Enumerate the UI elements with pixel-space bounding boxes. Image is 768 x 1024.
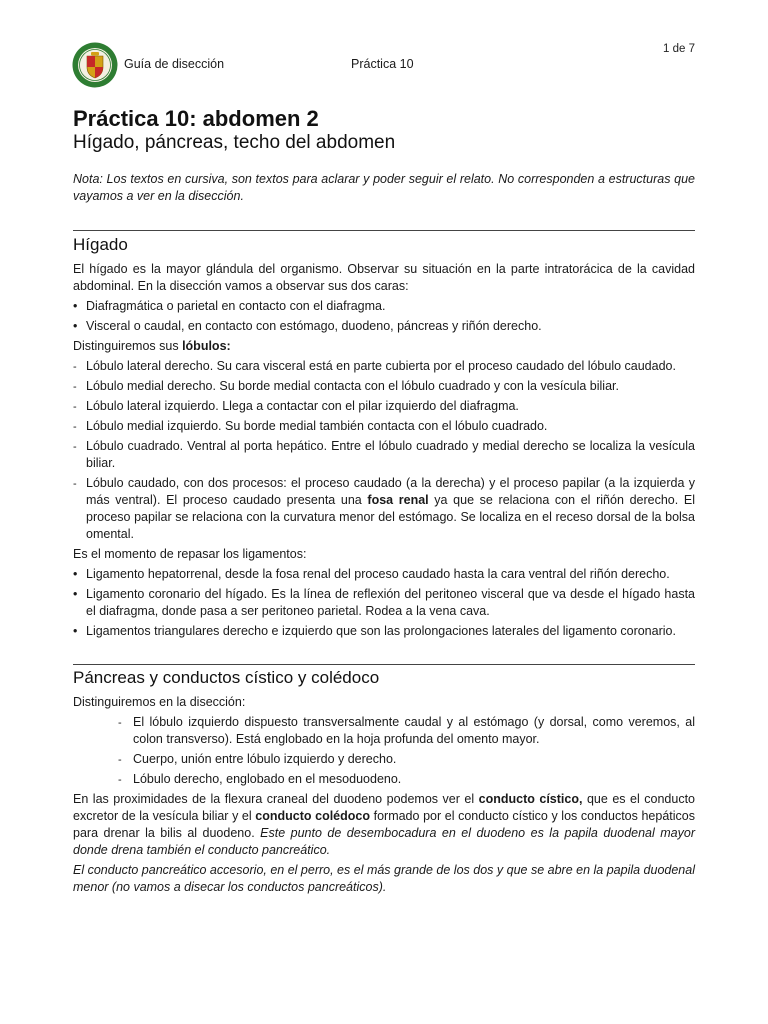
list-item: • Ligamento coronario del hígado. Es la línea de reflexión del peritoneo visceral que va desde el hígado hasta el diafragma, donde pasa a ser peritoneo parietal. Rodea a la vena cava. bbox=[73, 586, 695, 620]
section-heading-pancreas: Páncreas y conductos cístico y colédoco bbox=[73, 668, 380, 687]
dash-marker bbox=[73, 438, 85, 456]
list-item: - Lóbulo derecho, englobado en el mesoduodeno. bbox=[73, 771, 695, 788]
pancreas-intro: Distinguiremos en la disección: bbox=[73, 695, 246, 709]
lobulos-list bbox=[73, 358, 695, 543]
ligamentos-intro: Es el momento de repasar los ligamentos: bbox=[73, 547, 307, 561]
list-item: • Visceral o caudal, en contacto con estómago, duodeno, páncreas y riñón derecho. bbox=[73, 318, 695, 335]
conductos-paragraph: En las proximidades de la flexura craneal del duodeno podemos ver el conducto cístico, que es el conducto excretor de la vesícula biliar y el conducto colédoco formado por el conducto cístico y los conductos hepáticos para drenar la bilis al duodeno. Este punto de desembocadura en el duodeno es la papila duodenal mayor donde drena también el conducto pancreático. bbox=[73, 792, 695, 857]
university-seal-logo bbox=[72, 42, 118, 88]
dash-marker bbox=[73, 358, 85, 376]
accesorio-paragraph: El conducto pancreático accesorio, en el perro, es el más grande de los dos y que se abre en la papila duodenal menor (no vamos a disecar los conductos pancreáticos). bbox=[73, 863, 695, 894]
section-body-pancreas bbox=[73, 694, 695, 899]
list-item: - Lóbulo caudado, con dos procesos: el proceso caudado (a la derecha) y el proceso papilar (a la izquierda y más ventral). El proceso caudado presenta una fosa renal ya que se relaciona con el riñón derecho. El proceso papilar se relaciona con la curvatura menor del estómago. Se localiza en el receso dorsal de la bolsa omental. bbox=[73, 475, 695, 543]
pancreas-parts-list bbox=[73, 714, 695, 788]
dash-marker bbox=[73, 418, 85, 436]
list-item: • Ligamento hepatorrenal, desde la fosa renal del proceso caudado hasta la cara ventral del riñón derecho. bbox=[73, 566, 695, 583]
bullet-marker bbox=[73, 298, 85, 315]
dash-marker bbox=[118, 771, 130, 789]
caras-list bbox=[73, 298, 695, 335]
bullet-marker bbox=[73, 318, 85, 335]
list-item: - Lóbulo medial derecho. Su borde medial contacta con el lóbulo cuadrado y con la vesícula biliar. bbox=[73, 378, 695, 395]
header-guide-label: Guía de disección bbox=[124, 57, 225, 71]
page-title: Práctica 10: abdomen 2 bbox=[73, 106, 319, 131]
page-subtitle: Hígado, páncreas, techo del abdomen bbox=[73, 132, 396, 153]
list-item: - Lóbulo medial izquierdo. Su borde medial también contacta con el lóbulo cuadrado. bbox=[73, 418, 695, 435]
section-body-higado bbox=[73, 261, 695, 643]
ligamentos-list bbox=[73, 566, 695, 640]
list-item: - Cuerpo, unión entre lóbulo izquierdo y derecho. bbox=[73, 751, 695, 768]
section-divider-higado bbox=[73, 230, 695, 231]
page-number: 1 de 7 bbox=[663, 43, 695, 55]
dash-marker bbox=[73, 475, 85, 493]
higado-intro: El hígado es la mayor glándula del organismo. Observar su situación en la parte intratorácica de la cavidad abdominal. En la disección vamos a observar sus dos caras: bbox=[73, 262, 695, 293]
section-divider-pancreas bbox=[73, 664, 695, 665]
list-item: • Diafragmática o parietal en contacto con el diafragma. bbox=[73, 298, 695, 315]
dash-marker bbox=[73, 378, 85, 396]
dash-marker bbox=[73, 398, 85, 416]
bullet-marker bbox=[73, 623, 85, 640]
lobulos-intro: Distinguiremos sus lóbulos: bbox=[73, 339, 231, 353]
list-item: - El lóbulo izquierdo dispuesto transversalmente caudal y al estómago (y dorsal, como veremos, al colon transverso). Está englobado en la hoja profunda del omento mayor. bbox=[73, 714, 695, 748]
bullet-marker bbox=[73, 566, 85, 583]
section-heading-higado: Hígado bbox=[73, 235, 128, 254]
list-item: - Lóbulo lateral derecho. Su cara visceral está en parte cubierta por el proceso caudado del lóbulo caudado. bbox=[73, 358, 695, 375]
dash-marker bbox=[118, 751, 130, 769]
italic-note: Nota: Los textos en cursiva, son textos para aclarar y poder seguir el relato. No corresponden a estructuras que vayamos a ver en la disección. bbox=[73, 172, 695, 203]
list-item: - Lóbulo lateral izquierdo. Llega a contactar con el pilar izquierdo del diafragma. bbox=[73, 398, 695, 415]
list-item: - Lóbulo cuadrado. Ventral al porta hepático. Entre el lóbulo cuadrado y medial derecho se localiza la vesícula biliar. bbox=[73, 438, 695, 472]
bullet-marker bbox=[73, 586, 85, 603]
list-item: • Ligamentos triangulares derecho e izquierdo que son las prolongaciones laterales del ligamento coronario. bbox=[73, 623, 695, 640]
header-practice-label: Práctica 10 bbox=[351, 57, 414, 71]
dash-marker bbox=[118, 714, 130, 732]
